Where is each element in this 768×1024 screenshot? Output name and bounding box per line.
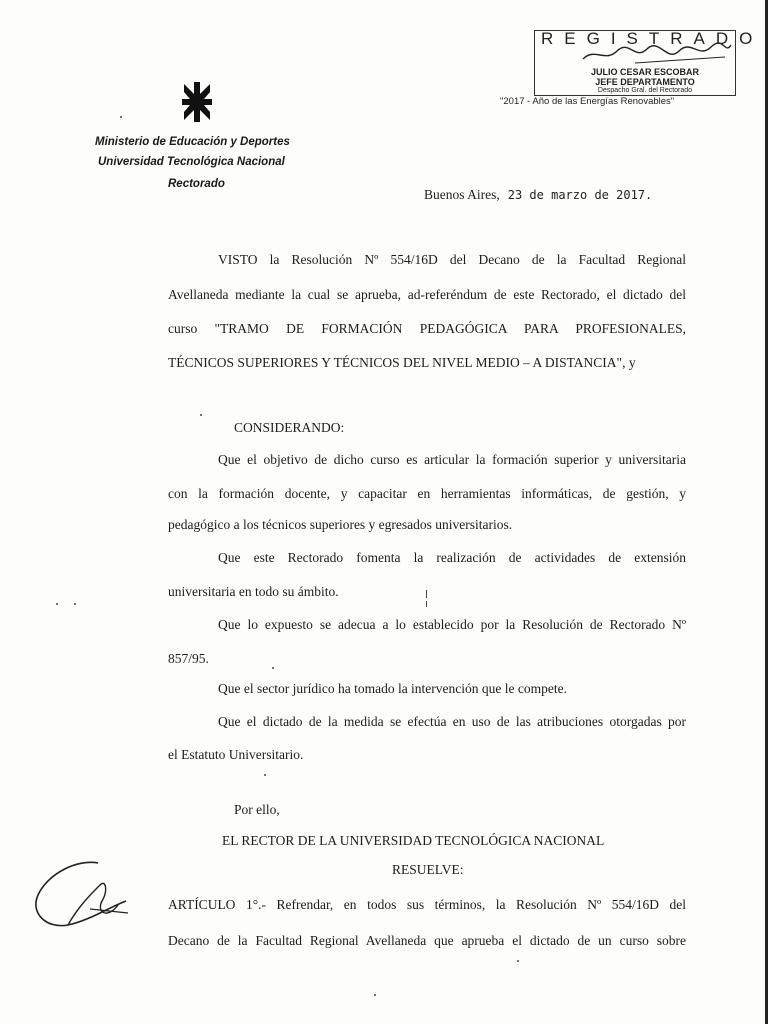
article-1-line-1: ARTÍCULO 1°.- Refrendar, en todos sus términos, la Resolución Nº 554/16D del [168,897,686,912]
stamp-office: Despacho Gral. del Rectorado [597,87,693,94]
considerando-p2-line-1: Que este Rectorado fomenta la realización de actividades de extensión [218,550,686,565]
article-1-line-2: Decano de la Facultad Regional Avellaneda que aprueba el dictado de un curso sobre [168,933,686,948]
date-city: Buenos Aires, [424,187,500,202]
scan-speck [426,590,427,598]
registration-stamp [534,29,764,96]
stamp-name: JULIO CESAR ESCOBAR [590,67,699,77]
stamp-role: JEFE DEPARTAMENTO [595,77,695,87]
stamp-signature [575,37,735,67]
considerando-p1-line-2: con la formación docente, y capacitar en herramientas informáticas, de gestión, y [168,486,686,501]
considerando-p5-line-1: Que el dictado de la medida se efectúa en uso de las atribuciones otorgadas por [218,714,686,729]
scan-speck [426,601,427,607]
scan-speck [56,603,58,605]
scan-speck [74,603,76,605]
header-university: Universidad Tecnológica Nacional [98,156,285,168]
considerando-p1-line-1: Que el objetivo de dicho curso es articular la formación superior y universitaria [218,452,686,467]
scan-speck [264,774,266,776]
margin-signature [28,855,136,935]
considerando-p5-line-2: el Estatuto Universitario. [168,747,304,762]
visto-line-3: curso "TRAMO DE FORMACIÓN PEDAGÓGICA PARA PROFESIONALES, [168,321,686,336]
considerando-p3-line-2: 857/95. [168,651,209,666]
visto-line-2: Avellaneda mediante la cual se aprueba, ad-referéndum de este Rectorado, el dictado del [168,287,686,302]
considerando-p2-line-2: universitaria en todo su ámbito. [168,584,339,599]
considerando-p1-line-3: pedagógico a los técnicos superiores y egresados universitarios. [168,517,513,532]
rector-heading: EL RECTOR DE LA UNIVERSIDAD TECNOLÓGICA NACIONAL [222,833,605,848]
visto-line-4: TÉCNICOS SUPERIORES Y TÉCNICOS DEL NIVEL MEDIO – A DISTANCIA", y [168,355,636,370]
scan-speck [374,994,376,996]
date-text: 23 de marzo de 2017. [507,188,653,202]
considerando-p3-line-1: Que lo expuesto se adecua a lo establecido por la Resolución de Rectorado Nº [218,617,686,632]
resuelve-heading: RESUELVE: [392,862,464,877]
scan-speck [200,414,202,416]
por-ello: Por ello, [234,802,280,817]
stamp-title: REGISTRADO [541,29,764,48]
visto-line-1: VISTO la Resolución Nº 554/16D del Decano de la Facultad Regional [218,252,686,267]
date-line [424,187,652,203]
scan-speck [517,960,519,962]
year-motto: "2017 - Año de las Energías Renovables" [500,96,675,107]
header-office: Rectorado [168,178,225,190]
utn-logo-icon [180,80,214,124]
header-ministry: Ministerio de Educación y Deportes [95,136,290,148]
scan-speck [120,116,122,118]
considerando-p4-line-1: Que el sector jurídico ha tomado la intervención que le compete. [218,681,567,696]
scan-speck [272,667,274,669]
considerando-heading: CONSIDERANDO: [234,420,345,435]
